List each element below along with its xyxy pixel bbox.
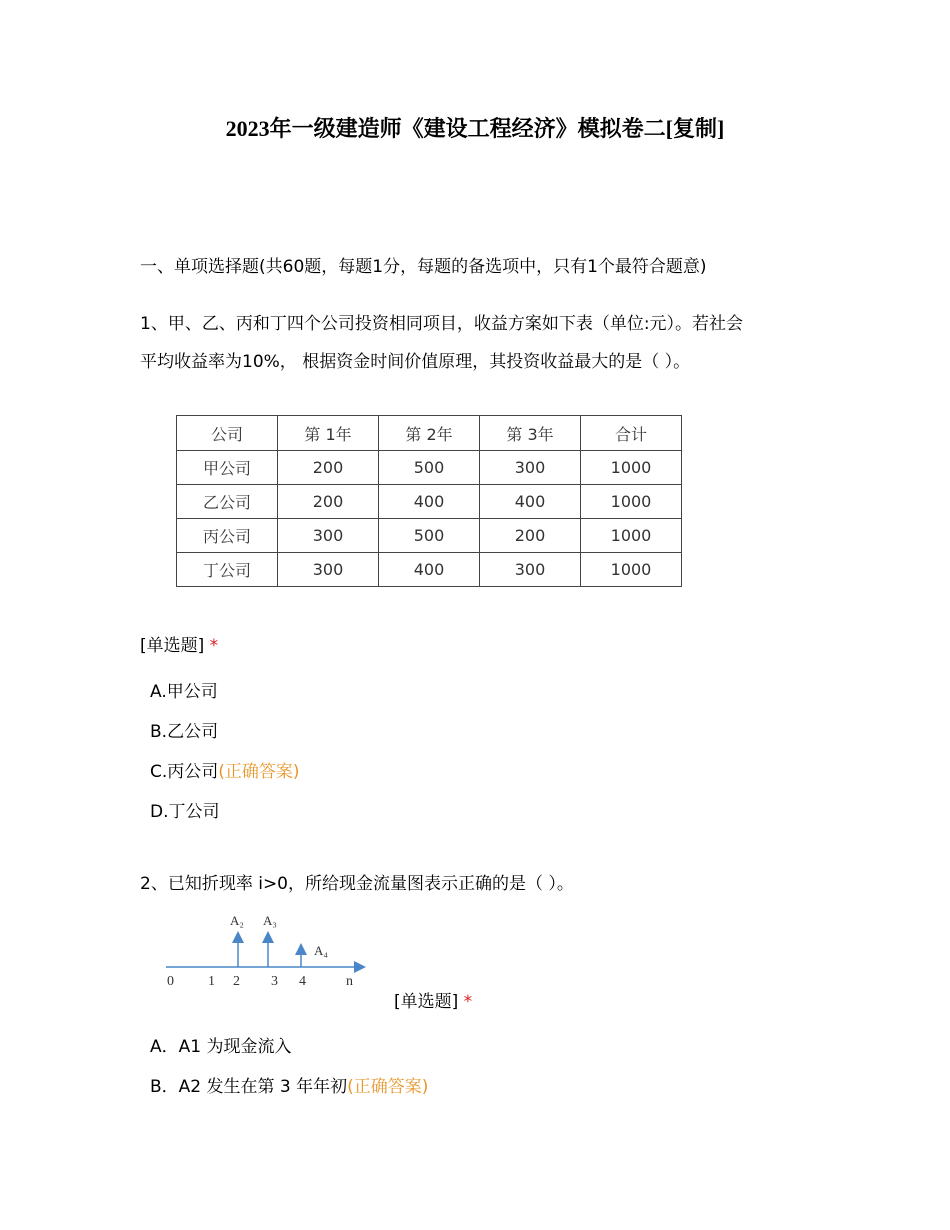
- option-c-label: C.丙公司: [150, 762, 219, 782]
- table-cell: 500: [379, 451, 480, 485]
- question-2-type-label: [394, 987, 472, 1012]
- table-cell: 1000: [581, 553, 682, 587]
- table-row: [177, 451, 682, 485]
- axis-tick-label: 4: [299, 974, 306, 989]
- table-cell: 300: [480, 553, 581, 587]
- option-b-label: B．A2 发生在第 3 年年初: [150, 1077, 348, 1097]
- option-b[interactable]: [150, 1072, 428, 1097]
- correct-answer-tag: (正确答案): [218, 762, 300, 782]
- option-c[interactable]: [150, 757, 300, 782]
- cash-flow-diagram: [160, 905, 380, 995]
- table-row: [177, 485, 682, 519]
- table-header-cell: 第 1年: [278, 416, 379, 451]
- table-cell: 1000: [581, 519, 682, 553]
- table-cell: 400: [379, 485, 480, 519]
- table-cell: 200: [278, 451, 379, 485]
- axis-tick-label: 0: [167, 974, 174, 989]
- question-1-text-line-1: 1、甲、乙、丙和丁四个公司投资相同项目，收益方案如下表（单位:元）。若社会: [140, 314, 744, 334]
- table-cell: 500: [379, 519, 480, 553]
- option-d[interactable]: D.丁公司: [150, 802, 220, 822]
- table-cell: 200: [278, 485, 379, 519]
- document-title: 2023年一级建造师《建设工程经济》模拟卷二[复制]: [225, 116, 725, 141]
- table-header-cell: 第 3年: [480, 416, 581, 451]
- question-2-text: 2、已知折现率 i>0，所给现金流量图表示正确的是（ ）。: [140, 874, 574, 894]
- table-cell: 300: [278, 553, 379, 587]
- table-cell: 200: [480, 519, 581, 553]
- table-header-row: [177, 416, 682, 451]
- table-cell: 300: [480, 451, 581, 485]
- question-1-type-label: [140, 631, 218, 656]
- table-header-cell: 合计: [581, 416, 682, 451]
- option-a[interactable]: A．A1 为现金流入: [150, 1037, 292, 1057]
- table-cell: 1000: [581, 451, 682, 485]
- table-cell: 丁公司: [177, 553, 278, 587]
- axis-tick-label: 1: [208, 974, 215, 989]
- option-a[interactable]: A.甲公司: [150, 682, 218, 702]
- table-header-cell: 第 2年: [379, 416, 480, 451]
- required-mark: *: [463, 992, 473, 1012]
- table-cell: 400: [480, 485, 581, 519]
- table-cell: 1000: [581, 485, 682, 519]
- required-mark: *: [209, 636, 219, 656]
- table-row: [177, 553, 682, 587]
- arrow-label: A₄: [314, 943, 328, 958]
- table-cell: 丙公司: [177, 519, 278, 553]
- question-type: [单选题]: [394, 992, 459, 1012]
- axis-tick-label: 2: [233, 974, 240, 989]
- axis-tick-label: 3: [271, 974, 278, 989]
- question-1-text-line-2: 平均收益率为10%， 根据资金时间价值原理，其投资收益最大的是（ ）。: [140, 352, 691, 372]
- table-header-cell: 公司: [177, 416, 278, 451]
- axis-tick-label: n: [346, 974, 353, 989]
- question-type: [单选题]: [140, 636, 205, 656]
- arrow-label: A₂: [230, 913, 244, 928]
- arrow-label: A₃: [263, 913, 277, 928]
- option-b[interactable]: B.乙公司: [150, 722, 219, 742]
- correct-answer-tag: (正确答案): [347, 1077, 429, 1097]
- table-cell: 乙公司: [177, 485, 278, 519]
- section-heading: 一、单项选择题(共60题，每题1分，每题的备选项中，只有1个最符合题意): [140, 257, 707, 277]
- table-cell: 300: [278, 519, 379, 553]
- table-cell: 甲公司: [177, 451, 278, 485]
- returns-table: [176, 415, 682, 587]
- table-cell: 400: [379, 553, 480, 587]
- table-row: [177, 519, 682, 553]
